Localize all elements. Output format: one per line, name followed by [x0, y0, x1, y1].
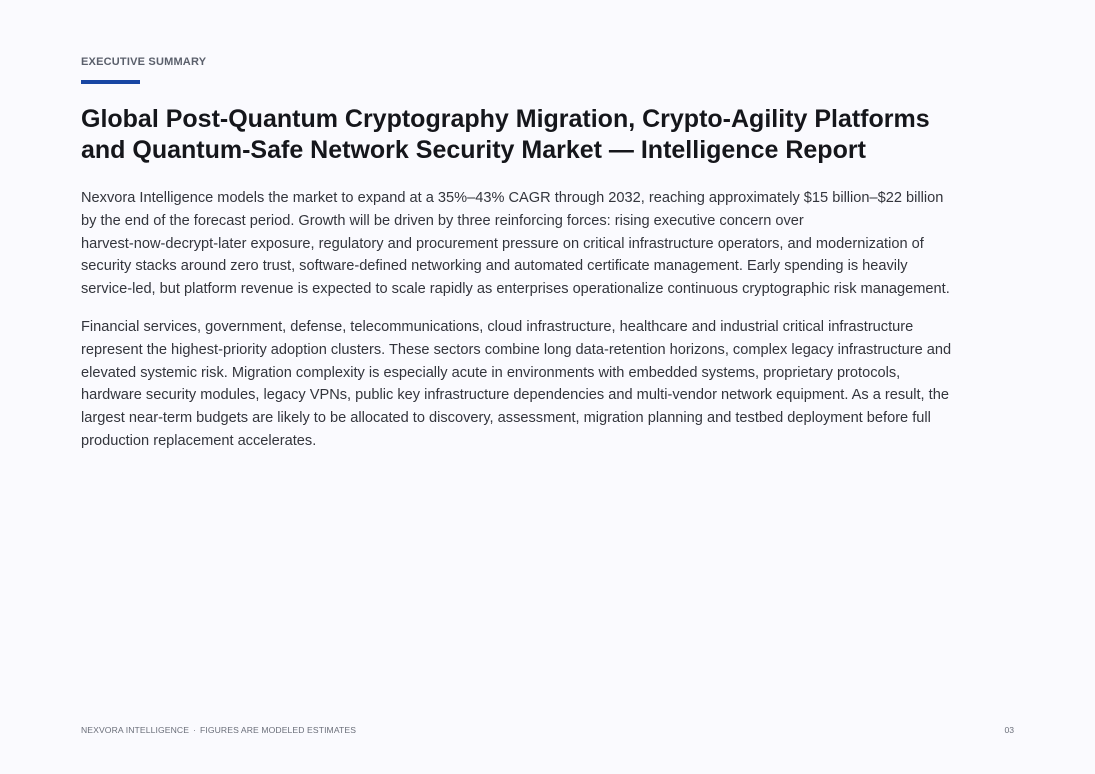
paragraph-line: represent the highest-priority adoption clusters. These sectors combine long data-retention horizons, complex legacy infrastructure and	[81, 341, 952, 358]
accent-bar	[81, 80, 140, 84]
footer-brand: NEXVORA INTELLIGENCE	[81, 725, 190, 735]
paragraph-line: hardware security modules, legacy VPNs, public key infrastructure dependencies and multi-vendor network equipment. As a result, the	[81, 387, 949, 404]
page-title	[81, 104, 1016, 166]
paragraph-line: by the end of the forecast period. Growth will be driven by three reinforcing forces: rising executive concern over	[81, 212, 804, 229]
paragraph-line: service-led, but platform revenue is expected to scale rapidly as enterprises operationalize continuous cryptographic risk management.	[81, 281, 950, 298]
summary-paragraph-1	[81, 187, 1016, 301]
report-page	[81, 0, 1021, 774]
title-line-2: and Quantum-Safe Network Security Market — Intelligence Report	[81, 136, 866, 164]
summary-paragraph-2	[81, 316, 1016, 453]
paragraph-line: harvest-now-decrypt-later exposure, regulatory and procurement pressure on critical infrastructure operators, and modernization of	[81, 235, 924, 252]
footer-disclaimer: FIGURES ARE MODELED ESTIMATES	[200, 725, 357, 735]
paragraph-line: Financial services, government, defense, telecommunications, cloud infrastructure, healthcare and industrial critical infrastructure	[81, 319, 914, 335]
paragraph-line: Nexvora Intelligence models the market to expand at a 35%–43% CAGR through 2032, reaching approximately $15 billion–$22 billion	[81, 190, 944, 206]
paragraph-line: elevated systemic risk. Migration complexity is especially acute in environments with embedded systems, proprietary protocols,	[81, 364, 901, 381]
paragraph-line: largest near-term budgets are likely to be allocated to discovery, assessment, migration planning and testbed deployment before full	[81, 410, 931, 427]
section-label: EXECUTIVE SUMMARY	[81, 56, 207, 68]
title-line-1: Global Post-Quantum Cryptography Migration, Crypto-Agility Platforms	[81, 105, 930, 133]
page-number: 03	[1004, 725, 1014, 735]
paragraph-line: production replacement accelerates.	[81, 432, 317, 449]
paragraph-line: security stacks around zero trust, software-defined networking and automated certificate management. Early spending is heavily	[81, 258, 908, 275]
footer-note	[81, 725, 356, 735]
footer-separator: ·	[193, 725, 196, 735]
